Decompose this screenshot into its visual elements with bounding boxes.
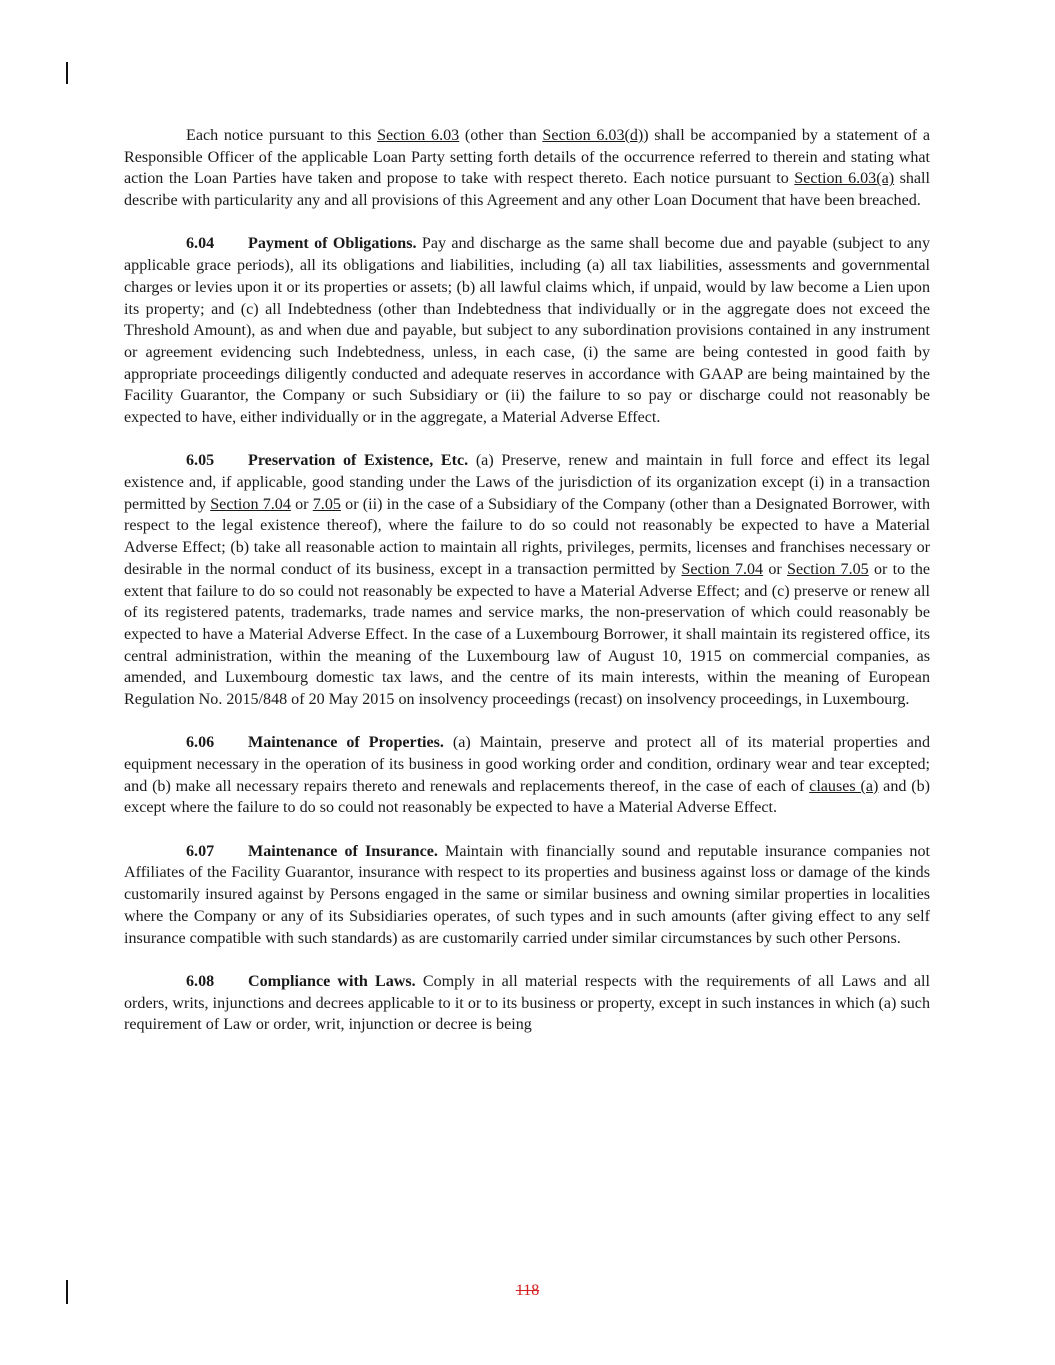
clause-ref-a: clauses (a) [809,777,879,795]
section-number: 6.07 [186,842,215,860]
section-body-1: (a) Maintain, preserve and protect all of its material properties and equipment necessary in the operation of its business in good working order and condition, ordinary wear and tear excepted; and (b) make all necessary repairs thereto and renewals and replacements thereof, in the case of each of [124,734,930,795]
intro-text-2: (other than [459,127,543,144]
section-body: Pay and discharge as the same shall become due and payable (subject to any applicable grace periods), all its obligations and liabilities, including (a) all tax liabilities, assessments and governmental charges or levies upon it or its properties or assets; (b) all lawful claims which, if unpaid, would by law become a Lien upon its property; and (c) all Indebtedness (other than Indebtedness that individually or in the aggregate does not exceed the Threshold Amount), as and when due and payable, but subject to any subordination provisions contained in any instrument or agreement evidencing such Indebtedness, unless, in each case, (i) the same are being contested in good faith by appropriate proceedings diligently conducted and adequate reserves in accordance with GAAP are being maintained by the Facility Guarantor, the Company or such Subsidiary or (ii) the failure to so pay or discharge could not reasonably be expected to have, either individually or in the aggregate, a Material Adverse Effect. [124,235,930,427]
section-number: 6.05 [186,452,215,470]
section-body-2: or [290,495,313,513]
section-6-04 [124,233,930,428]
section-number: 6.08 [186,972,215,990]
section-title: Compliance with Laws. [248,972,416,990]
section-number: 6.06 [186,734,215,752]
section-ref-7-05: 7.05 [312,495,341,513]
section-ref-7-05-b: Section 7.05 [787,560,869,578]
section-ref-6-03: Section 6.03 [377,127,460,144]
section-ref-7-04: Section 7.04 [210,495,291,513]
section-number: 6.04 [186,235,215,253]
section-title: Preservation of Existence, Etc. [248,452,469,470]
section-body: Comply in all material respects with the requirements of all Laws and all orders, writs, injunctions and decrees applicable to it or to its business or property, except in such instances in which (a) such requirement of Law or order, writ, injunction or decree is being [124,972,930,1034]
section-body-4: or [763,560,788,578]
intro-text-4: shall describe with particularity any and all provisions of this Agreement and any other Loan Document that have been breached. [124,170,930,210]
section-6-07 [124,841,930,950]
intro-paragraph [124,125,930,212]
section-title: Payment of Obligations. [248,235,417,253]
section-ref-6-03-d: Section 6.03(d) [542,127,644,144]
intro-text-1: Each notice pursuant to this [186,127,378,144]
section-6-06 [124,732,930,819]
change-bar-top [66,62,68,84]
section-body: Maintain with financially sound and reputable insurance companies not Affiliates of the Facility Guarantor, insurance with respect to its properties and business against loss or damage of the kinds customarily insured against by Persons engaged in the same or similar business and owning similar properties in localities where the Company or any of its Subsidiaries operates, of such types and in such amounts (after giving effect to any self insurance compatible with such standards) as are customarily carried under similar circumstances by such other Persons. [124,842,931,947]
document-body [124,125,930,1058]
section-title: Maintenance of Insurance. [248,842,438,860]
section-ref-6-03-a: Section 6.03(a) [794,170,895,188]
section-body-2: and (b) except where the failure to do so could not reasonably be expected to have a Material Adverse Effect. [124,777,931,817]
section-title: Maintenance of Properties. [248,734,444,752]
section-body-5: or to the extent that failure to do so could not reasonably be expected to have a Material Adverse Effect; and (c) preserve or renew all of its registered patents, trademarks, trade names and service marks, the non-preservation of which could reasonably be expected to have a Material Adverse Effect. In the case of a Luxembourg Borrower, it shall maintain its registered office, its central administration, within the meaning of the Luxembourg law of August 10, 1915 on commercial companies, as amended, and Luxembourg domestic tax laws, and the centre of its main interests, within the meaning of European Regulation No. 2015/848 of 20 May 2015 on insolvency proceedings (recast) on insolvency proceedings, in Luxembourg. [124,560,931,709]
section-6-05 [124,450,930,710]
intro-text-3: ) shall be accompanied by a statement of a Responsible Officer of the applicable Loan Party setting forth details of the occurrence referred to therein and stating what action the Loan Parties have taken and propose to take with respect thereto. Each notice pursuant to [124,127,930,188]
section-6-08 [124,971,930,1036]
section-ref-7-04-b: Section 7.04 [681,560,764,578]
section-body-1: (a) Preserve, renew and maintain in full force and effect its legal existence and, if applicable, good standing under the Laws of the jurisdiction of its organization except (i) in a transaction permitted by [124,452,930,513]
section-body-3: or (ii) in the case of a Subsidiary of the Company (other than a Designated Borrower, with respect to the legal existence thereof), where the failure to do so could not reasonably be expected to have a Material Adverse Effect; (b) take all reasonable action to maintain all rights, privileges, permits, licenses and franchises necessary or desirable in the normal conduct of its business, except in a transaction permitted by [124,495,931,578]
page-number: 118 [515,1282,540,1299]
